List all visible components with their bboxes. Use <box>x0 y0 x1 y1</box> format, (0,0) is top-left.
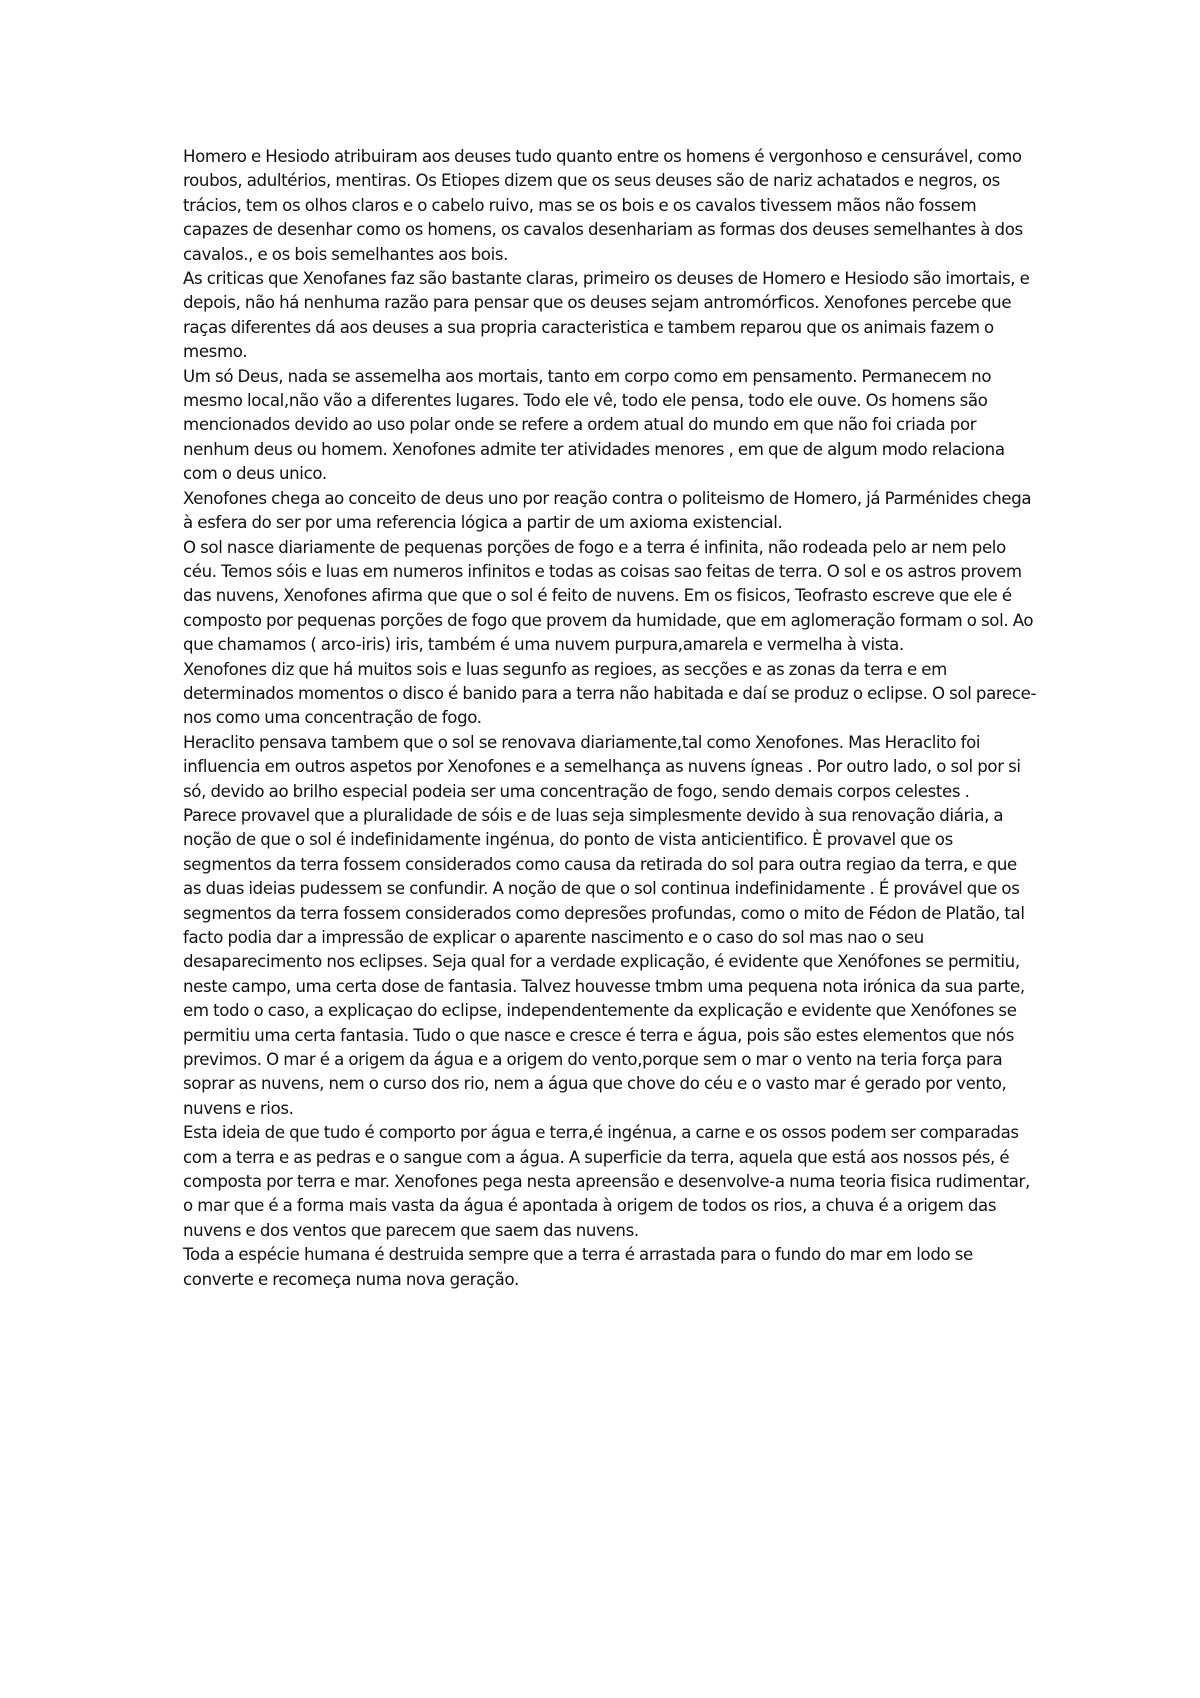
paragraph-1: Homero e Hesiodo atribuiram aos deuses tudo quanto entre os homens é vergonhoso e censurável, como roubos, adultérios, mentiras. Os Etiopes dizem que os seus deuses são de nariz achatados e negros, os trácios, tem os olhos claros e o cabelo ruivo, mas se os bois e os cavalos tivessem mãos não fossem capazes de desenhar como os homens, os cavalos desenhariam as formas dos deuses semelhantes à dos cavalos., e os bois semelhantes aos bois. <box>183 147 1023 264</box>
paragraph-9: Esta ideia de que tudo é comporto por água e terra,é ingénua, a carne e os ossos podem ser comparadas com a terra e as pedras e o sangue com a água. A superficie da terra, aquela que está aos nossos pés, é composta por terra e mar. Xenofones pega nesta apreensão e desenvolve-a numa teoria fisica rudimentar, o mar que é a forma mais vasta da água é apontada à origem de todos os rios, a chuva é a origem das nuvens e dos ventos que parecem que saem das nuvens. <box>183 1123 1030 1240</box>
paragraph-8: Parece provavel que a pluralidade de sóis e de luas seja simplesmente devido à sua renovação diária, a noção de que o sol é indefinidamente ingénua, do ponto de vista anticientifico. È provavel que os segmentos da terra fossem considerados como causa da retirada do sol para outra regiao da terra, e que as duas ideias pudessem se confundir. A noção de que o sol continua indefinidamente . É provável que os segmentos da terra fossem considerados como depresões profundas, como o mito de Fédon de Platão, tal facto podia dar a impressão de explicar o aparente nascimento e o caso do sol mas nao o seu desaparecimento nos eclipses. Seja qual for a verdade explicação, é evidente que Xenófones se permitiu, neste campo, uma certa dose de fantasia. Talvez houvesse tmbm uma pequena nota irónica da sua parte, em todo o caso, a explicaçao do eclipse, independentemente da explicação e evidente que Xenófones se permitiu uma certa fantasia. Tudo o que nasce e cresce é terra e água, pois são estes elementos que nós previmos. O mar é a origem da água e a origem do vento,porque sem o mar o vento na teria força para soprar as nuvens, nem o curso dos rio, nem a água que chove do céu e o vasto mar é gerado por vento, nuvens e rios. <box>183 805 1025 1118</box>
paragraph-7: Heraclito pensava tambem que o sol se renovava diariamente,tal como Xenofones. Mas Heraclito foi influencia em outros aspetos por Xenofones e a semelhança as nuvens ígneas . Por outro lado, o sol por si só, devido ao brilho especial podeia ser uma concentração de fogo, sendo demais corpos celestes . <box>183 732 1021 801</box>
paragraph-10: Toda a espécie humana é destruida sempre que a terra é arrastada para o fundo do mar em lodo se converte e recomeça numa nova geração. <box>183 1245 973 1289</box>
paragraph-4: Xenofones chega ao conceito de deus uno por reação contra o politeismo de Homero, já Parménides chega à esfera do ser por uma referencia lógica a partir de um axioma existencial. <box>183 488 1032 533</box>
paragraph-2: As criticas que Xenofanes faz são bastante claras, primeiro os deuses de Homero e Hesiodo são imortais, e depois, não há nenhuma razão para pensar que os deuses sejam antromórficos. Xenofones percebe que raças diferentes dá aos deuses a sua propria caracteristica e tambem reparou que os animais fazem o mesmo. <box>183 269 1030 362</box>
document-body <box>183 145 1038 1292</box>
paragraph-5: O sol nasce diariamente de pequenas porções de fogo e a terra é infinita, não rodeada pelo ar nem pelo céu. Temos sóis e luas em numeros infinitos e todas as coisas sao feitas de terra. O sol e os astros provem das nuvens, Xenofones afirma que que o sol é feito de nuvens. Em os fisicos, Teofrasto escreve que ele é composto por pequenas porções de fogo que provem da humidade, que em aglomeração formam o sol. Ao que chamamos ( arco-iris) iris, também é uma nuvem purpura,amarela e vermelha à vista. <box>183 537 1034 655</box>
paragraph-6: Xenofones diz que há muitos sois e luas segunfo as regioes, as secções e as zonas da terra e em determinados momentos o disco é banido para a terra não habitada e daí se produz o eclipse. O sol parece-nos como uma concentração de fogo. <box>183 659 1037 728</box>
paragraph-3: Um só Deus, nada se assemelha aos mortais, tanto em corpo como em pensamento. Permanecem no mesmo local,não vão a diferentes lugares. Todo ele vê, todo ele pensa, todo ele ouve. Os homens são mencionados devido ao uso polar onde se refere a ordem atual do mundo em que não foi criada por nenhum deus ou homem. Xenofones admite ter atividades menores , em que de algum modo relaciona com o deus unico. <box>183 366 1005 484</box>
